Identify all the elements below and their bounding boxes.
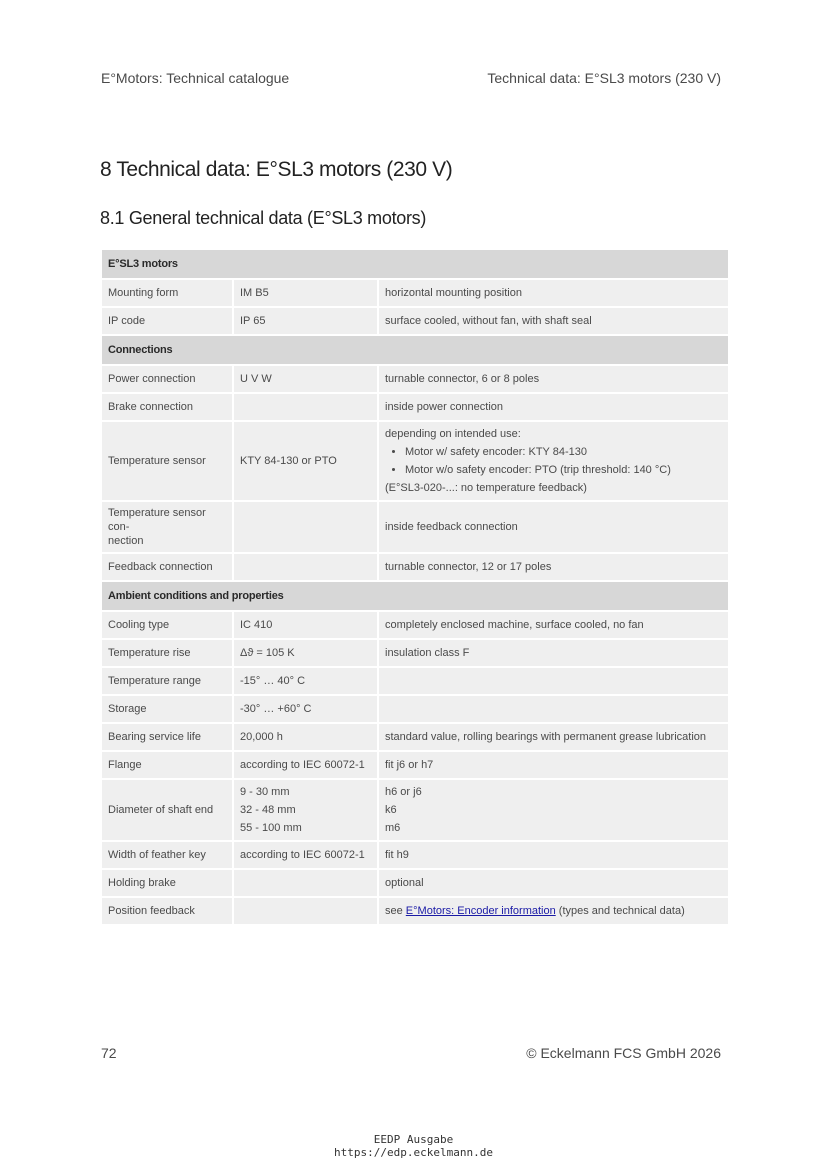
row-label: Mounting form	[101, 279, 233, 307]
chapter-title: 8 Technical data: E°SL3 motors (230 V)	[100, 158, 453, 181]
technical-data-table	[100, 248, 730, 926]
table-section-header	[101, 335, 729, 365]
row-remark: fit h9	[378, 841, 729, 869]
row-label: Power connection	[101, 365, 233, 393]
table-row	[101, 553, 729, 581]
print-stamp	[0, 1133, 827, 1159]
row-value: according to IEC 60072-1	[233, 751, 378, 779]
row-value: according to IEC 60072-1	[233, 841, 378, 869]
list-item: • Motor w/o safety encoder: PTO (trip threshold: 140 °C)	[405, 461, 722, 479]
row-label-line: Temperature sensor con-	[108, 507, 206, 533]
table-section-header	[101, 581, 729, 611]
row-remark	[378, 421, 729, 501]
row-label: Flange	[101, 751, 233, 779]
value-line: 9 - 30 mm	[240, 786, 290, 798]
row-label: Diameter of shaft end	[101, 779, 233, 841]
row-value: U V W	[233, 365, 378, 393]
row-label: Temperature range	[101, 667, 233, 695]
table-row	[101, 611, 729, 639]
page-number: 72	[101, 1045, 117, 1061]
table-row	[101, 841, 729, 869]
row-label: Feedback connection	[101, 553, 233, 581]
row-label: IP code	[101, 307, 233, 335]
row-remark	[378, 667, 729, 695]
table-row	[101, 307, 729, 335]
remark-intro: depending on intended use:	[385, 428, 521, 440]
table-section-header	[101, 249, 729, 279]
row-remark: turnable connector, 12 or 17 poles	[378, 553, 729, 581]
table-row	[101, 869, 729, 897]
remark-line: m6	[385, 822, 401, 834]
row-value: -15° … 40° C	[233, 667, 378, 695]
row-remark	[378, 897, 729, 925]
row-value: Δϑ = 105 K	[233, 639, 378, 667]
row-value: -30° … +60° C	[233, 695, 378, 723]
table-row	[101, 723, 729, 751]
row-label: Brake connection	[101, 393, 233, 421]
section-label-ambient: Ambient conditions and properties	[101, 581, 729, 611]
row-remark: turnable connector, 6 or 8 poles	[378, 365, 729, 393]
row-value: IP 65	[233, 307, 378, 335]
row-value: 20,000 h	[233, 723, 378, 751]
row-remark: fit j6 or h7	[378, 751, 729, 779]
section-title: 8.1 General technical data (E°SL3 motors)	[100, 208, 427, 228]
row-value	[233, 501, 378, 553]
row-remark: completely enclosed machine, surface cooled, no fan	[378, 611, 729, 639]
row-remark: horizontal mounting position	[378, 279, 729, 307]
row-remark: insulation class F	[378, 639, 729, 667]
row-remark: standard value, rolling bearings with permanent grease lubrication	[378, 723, 729, 751]
row-remark	[378, 695, 729, 723]
row-remark	[378, 779, 729, 841]
section-label-connections: Connections	[101, 335, 729, 365]
running-header-left: E°Motors: Technical catalogue	[101, 70, 290, 86]
row-label: Holding brake	[101, 869, 233, 897]
row-label: Storage	[101, 695, 233, 723]
row-remark: optional	[378, 869, 729, 897]
row-label: Cooling type	[101, 611, 233, 639]
table-row	[101, 501, 729, 553]
row-label-line: nection	[108, 535, 144, 547]
value-line: 32 - 48 mm	[240, 804, 296, 816]
row-label: Bearing service life	[101, 723, 233, 751]
row-value	[233, 553, 378, 581]
table-row	[101, 695, 729, 723]
copyright-notice: © Eckelmann FCS GmbH 2026	[526, 1045, 721, 1061]
table-row	[101, 639, 729, 667]
table-row	[101, 421, 729, 501]
remark-prefix: see	[385, 905, 406, 917]
row-value: KTY 84-130 or PTO	[233, 421, 378, 501]
remark-line: h6 or j6	[385, 786, 422, 798]
table-row	[101, 365, 729, 393]
row-remark: inside feedback connection	[378, 501, 729, 553]
remark-note: (E°SL3-020-...: no temperature feedback)	[385, 482, 587, 494]
section-label-motors: E°SL3 motors	[101, 249, 729, 279]
table-row	[101, 279, 729, 307]
row-label: Temperature sensor	[101, 421, 233, 501]
encoder-information-link[interactable]: E°Motors: Encoder information	[405, 905, 556, 917]
row-label: Position feedback	[101, 897, 233, 925]
row-label	[101, 501, 233, 553]
row-label: Width of feather key	[101, 841, 233, 869]
remark-line: k6	[385, 804, 397, 816]
row-value	[233, 393, 378, 421]
value-line: 55 - 100 mm	[240, 822, 302, 834]
list-item: • Motor w/ safety encoder: KTY 84-130	[405, 443, 722, 461]
row-value	[233, 869, 378, 897]
table-row	[101, 897, 729, 925]
print-stamp-title: EEDP Ausgabe	[373, 1133, 454, 1146]
table-row	[101, 751, 729, 779]
table-row	[101, 779, 729, 841]
running-header-right: Technical data: E°SL3 motors (230 V)	[487, 70, 721, 86]
remark-suffix: (types and technical data)	[555, 905, 685, 917]
row-value	[233, 779, 378, 841]
row-label: Temperature rise	[101, 639, 233, 667]
row-value	[233, 897, 378, 925]
row-value: IC 410	[233, 611, 378, 639]
row-remark: inside power connection	[378, 393, 729, 421]
table-row	[101, 393, 729, 421]
table-row	[101, 667, 729, 695]
row-remark: surface cooled, without fan, with shaft seal	[378, 307, 729, 335]
remark-bullet-list	[385, 443, 722, 479]
row-value: IM B5	[233, 279, 378, 307]
print-stamp-url: https://edp.eckelmann.de	[334, 1146, 493, 1159]
